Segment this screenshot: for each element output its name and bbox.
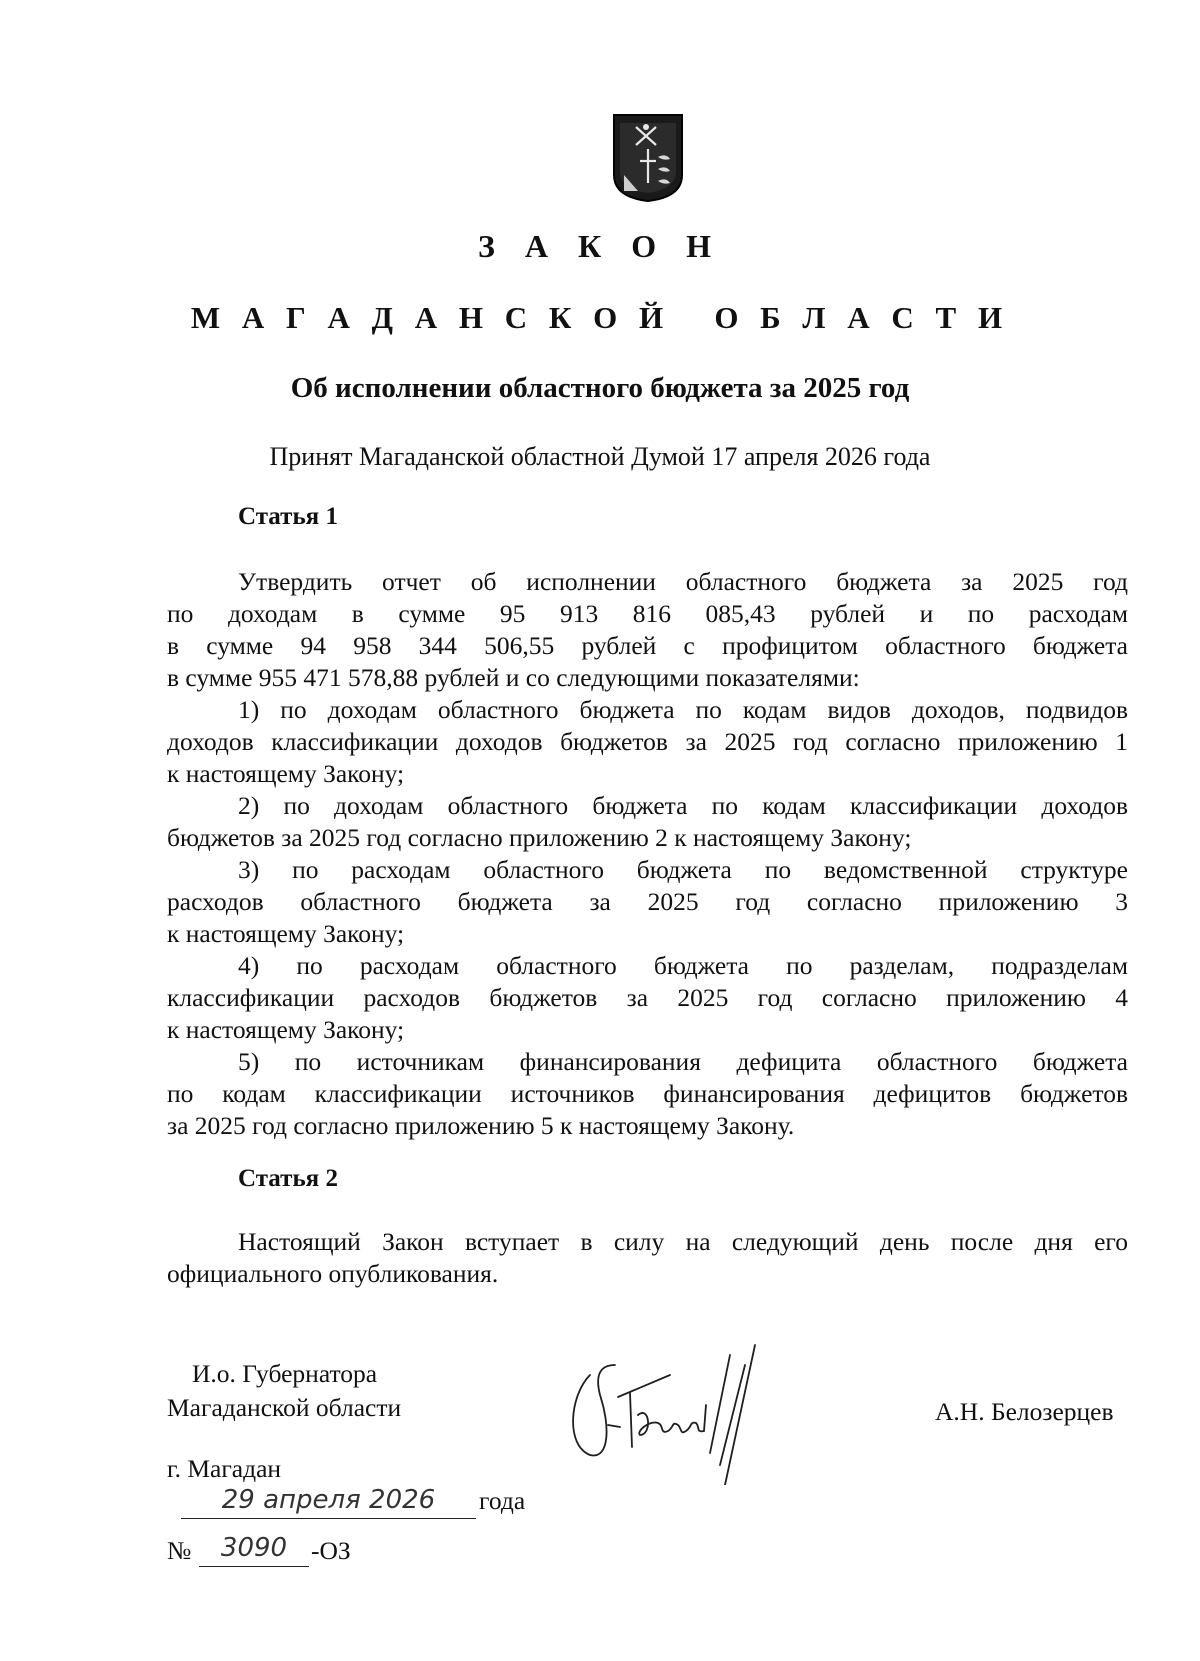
article-1-line: в сумме 955 471 578,88 рублей и со следующими показателями: (167, 663, 860, 692)
article-1-line: доходов классификации доходов бюджетов за 2025 год согласно приложению 1 (167, 727, 1128, 756)
article-1-line: 2) по доходам областного бюджета по кодам классификации доходов (238, 791, 1128, 820)
signatory-name: А.Н. Белозерцев (935, 1397, 1114, 1426)
article-1-line: 3) по расходам областного бюджета по ведомственной структуре (238, 855, 1128, 884)
article-2-line: Настоящий Закон вступает в силу на следующий день после дня его (238, 1227, 1128, 1256)
article-1-line: 5) по источникам финансирования дефицита областного бюджета (238, 1047, 1128, 1076)
article-1-line: Утвердить отчет об исполнении областного бюджета за 2025 год (238, 567, 1128, 596)
article-1-line: бюджетов за 2025 год согласно приложению 2 к настоящему Закону; (167, 823, 912, 852)
article-1-line: 1) по доходам областного бюджета по кодам видов доходов, подвидов (238, 695, 1128, 724)
article-1-line: в сумме 94 958 344 506,55 рублей с профицитом областного бюджета (167, 631, 1128, 660)
adoption-statement: Принят Магаданской областной Думой 17 апреля 2026 года (269, 442, 931, 471)
signing-date-row (167, 1484, 547, 1524)
article-1-line: к настоящему Закону; (167, 919, 405, 948)
place-of-signing: г. Магадан (167, 1454, 282, 1483)
article-1-body (167, 566, 1128, 1142)
signatory-position-line-1: И.о. Губернатора (192, 1359, 378, 1388)
coat-of-arms-emblem (612, 113, 684, 203)
signing-date-suffix: года (479, 1486, 526, 1515)
article-1-line: классификации расходов бюджетов за 2025 год согласно приложению 4 (167, 983, 1128, 1012)
law-number-handwritten: 3090 (199, 1532, 309, 1567)
signing-date-handwritten: 29 апреля 2026 (181, 1484, 476, 1519)
law-number-prefix: № (167, 1536, 192, 1565)
article-1-heading: Статья 1 (238, 503, 338, 530)
law-number-suffix: -ОЗ (311, 1536, 351, 1565)
article-1-line: к настоящему Закону; (167, 1015, 405, 1044)
article-1-line: 4) по расходам областного бюджета по разделам, подразделам (238, 951, 1128, 980)
article-1-line: к настоящему Закону; (167, 759, 405, 788)
handwritten-signature (560, 1335, 800, 1485)
article-2-line: официального опубликования. (167, 1259, 499, 1288)
article-1-line: по доходам в сумме 95 913 816 085,43 рублей и по расходам (167, 599, 1128, 628)
article-2-heading: Статья 2 (238, 1165, 338, 1192)
article-1-line: расходов областного бюджета за 2025 год согласно приложению 3 (167, 887, 1128, 916)
issuing-region: М А Г А Д А Н С К О Й О Б Л А С Т И (190, 300, 1010, 335)
article-1-line: по кодам классификации источников финансирования дефицитов бюджетов (167, 1079, 1128, 1108)
article-1-line: за 2025 год согласно приложению 5 к настоящему Закону. (167, 1111, 795, 1140)
document-type: З А К О Н (478, 228, 722, 264)
signatory-position-line-2: Магаданской области (167, 1393, 402, 1422)
law-number-row (167, 1532, 427, 1572)
law-title: Об исполнении областного бюджета за 2025 год (290, 372, 910, 404)
article-2-body (167, 1226, 1128, 1290)
